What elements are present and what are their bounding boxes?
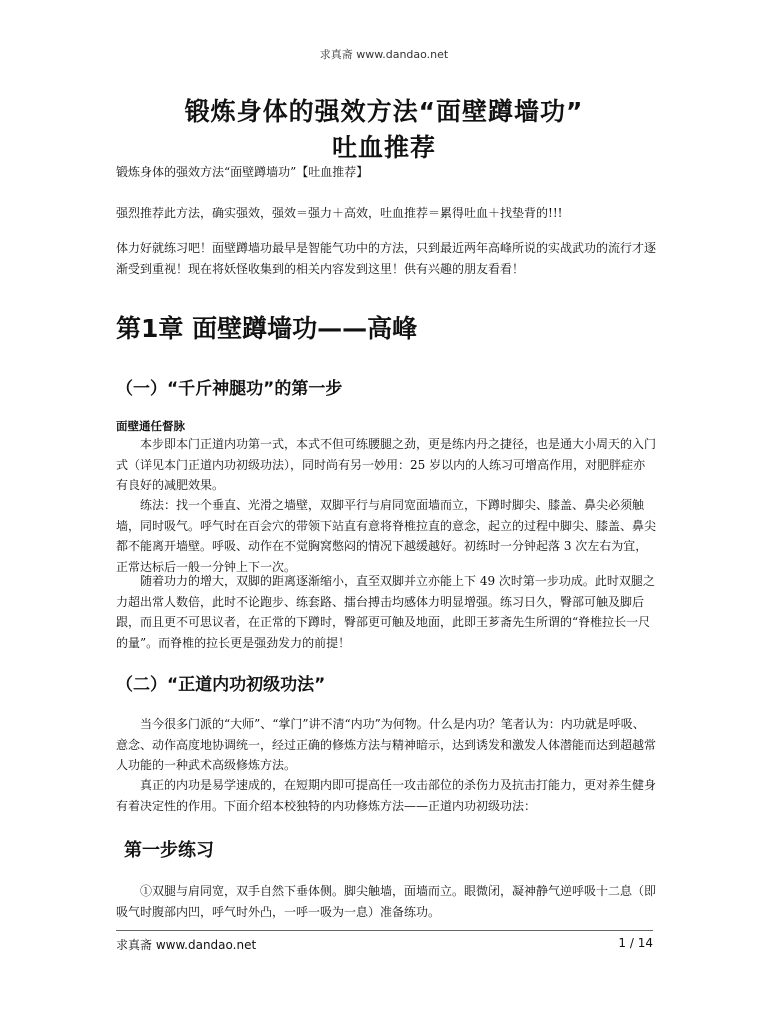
intro-paragraph: 强烈推荐此方法，确实强效，强效＝强力＋高效，吐血推荐＝累得吐血＋找垫背的!!! <box>116 206 563 220</box>
section-heading: （二）“正道内功初级功法” <box>116 675 326 695</box>
section-heading: （一）“千斤神腿功”的第一步 <box>116 379 343 399</box>
body-paragraph: 当今很多门派的“大师”、“掌门”讲不清“内功”为何物。什么是内功？笔者认为：内功就是呼吸、意念、动作高度地协调统一，经过正确的修炼方法与精神暗示，达到诱发和激发人体潜能而达到超越常人功能的一种武术高级修炼方法。 <box>116 717 657 772</box>
document-title-line2: 吐血推荐 <box>331 133 436 162</box>
intro-paragraph: 体力好就练习吧！面壁蹲墙功最早是智能气功中的方法，只到最近两年高峰所说的实战武功的流行才逐渐受到重视！现在将妖怪收集到的相关内容发到这里！供有兴趣的朋友看看！ <box>116 241 657 276</box>
body-paragraph: 随着功力的增大，双脚的距离逐渐缩小，直至双脚并立亦能上下 49 次时第一步功成。此时双腿之力超出常人数倍，此时不论跑步、练套路、擂台搏击均感体力明显增强。练习日久，臀部可触及脚后跟，而且更不可思议者，在正常的下蹲时，臀部更可触及地面，此即王芗斋先生所谓的“脊椎拉长一尺的量”。而脊椎的拉长更是强劲发力的前提！ <box>116 574 655 650</box>
intro-paragraph: 锻炼身体的强效方法“面壁蹲墙功”【吐血推荐】 <box>116 165 369 179</box>
body-paragraph: ①双腿与肩同宽，双手自然下垂体侧。脚尖触墙，面墙而立。眼微闭，凝神静气逆呼吸十二息（即吸气时腹部内凹，呼气时外凸，一呼一吸为一息）准备练功。 <box>116 884 657 919</box>
footer-divider <box>116 930 653 931</box>
page-number: 1 / 14 <box>618 936 653 950</box>
footer-site: 求真斋 www.dandao.net <box>116 938 257 952</box>
body-paragraph: 真正的内功是易学速成的，在短期内即可提高任一攻击部位的杀伤力及抗击打能力，更对养生健身有着决定性的作用。下面介绍本校独特的内功修炼方法——正道内功初级功法： <box>116 778 657 813</box>
body-paragraph: 本步即本门正道内功第一式，本式不但可练腰腿之劲，更是练内丹之捷径，也是通大小周天的入门式（详见本门正道内功初级功法），同时尚有另一妙用：25 岁以内的人练习可增高作用，对肥胖症亦有良好的减肥效果。 <box>116 437 657 492</box>
chapter-heading: 第1章 面壁蹲墙功——高峰 <box>116 314 418 343</box>
page-header: 求真斋 www.dandao.net <box>319 48 449 61</box>
step-heading: 第一步练习 <box>124 840 214 861</box>
subsection-heading: 面壁通任督脉 <box>116 419 185 433</box>
body-paragraph: 练法：找一个垂直、光滑之墙壁，双脚平行与肩同宽面墙而立，下蹲时脚尖、膝盖、鼻尖必须触墙，同时吸气。呼气时在百会穴的带领下站直有意将脊椎拉直的意念，起立的过程中脚尖、膝盖、鼻尖都不能离开墙壁。呼吸、动作在不觉胸窝憋闷的情况下越缓越好。初练时一分钟起落 3 次左右为宜，正常达标后一般一分钟上下一次。 <box>116 498 657 574</box>
document-title: 锻炼身体的强效方法“面壁蹲墙功” <box>184 97 584 126</box>
